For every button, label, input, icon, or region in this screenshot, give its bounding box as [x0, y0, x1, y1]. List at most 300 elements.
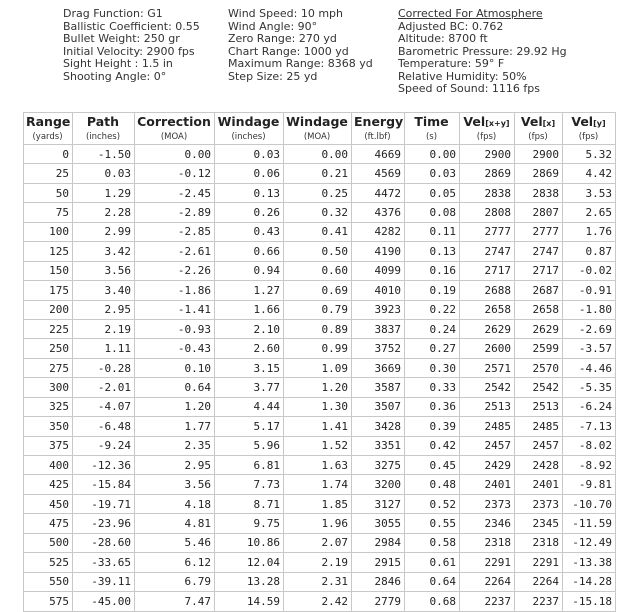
table-cell: 2717: [515, 261, 563, 280]
table-cell: 3428: [352, 417, 405, 436]
table-cell: 525: [24, 553, 73, 572]
table-header-row: [24, 113, 616, 131]
table-cell: -9.24: [73, 436, 135, 455]
table-cell: 0.16: [405, 261, 460, 280]
table-row: [24, 358, 616, 377]
table-row: [24, 572, 616, 591]
wind-range-parameter-line: Wind Angle: 90°: [228, 19, 318, 33]
table-row: [24, 300, 616, 319]
table-cell: -5.35: [563, 378, 616, 397]
table-cell: -10.70: [563, 494, 616, 513]
table-cell: -3.57: [563, 339, 616, 358]
table-cell: 2428: [515, 456, 563, 475]
table-cell: 325: [24, 397, 73, 416]
table-cell: -14.28: [563, 572, 616, 591]
table-cell: -13.38: [563, 553, 616, 572]
table-cell: 3507: [352, 397, 405, 416]
table-cell: 5.96: [215, 436, 284, 455]
table-cell: 0.22: [405, 300, 460, 319]
table-cell: 2570: [515, 358, 563, 377]
table-cell: 0.00: [135, 145, 215, 164]
table-cell: 0.43: [215, 222, 284, 241]
table-cell: 0.79: [284, 300, 352, 319]
column-header-label: Energy: [354, 114, 404, 130]
table-cell: 2629: [515, 319, 563, 338]
table-cell: -11.59: [563, 514, 616, 533]
table-cell: -2.26: [135, 261, 215, 280]
table-cell: 0.05: [405, 183, 460, 202]
table-cell: 0.03: [405, 164, 460, 183]
table-cell: 2658: [515, 300, 563, 319]
table-cell: 400: [24, 456, 73, 475]
table-cell: 9.75: [215, 514, 284, 533]
table-cell: 5.32: [563, 145, 616, 164]
table-cell: 2900: [460, 145, 515, 164]
table-cell: 200: [24, 300, 73, 319]
table-cell: 0.66: [215, 242, 284, 261]
table-cell: 2777: [460, 222, 515, 241]
column-header: [563, 113, 616, 131]
table-cell: 6.79: [135, 572, 215, 591]
table-cell: 1.20: [135, 397, 215, 416]
table-cell: -15.84: [73, 475, 135, 494]
table-cell: 2.19: [73, 319, 135, 338]
table-cell: 0.58: [405, 533, 460, 552]
table-cell: 2485: [515, 417, 563, 436]
table-cell: 3.42: [73, 242, 135, 261]
table-cell: -33.65: [73, 553, 135, 572]
table-cell: 225: [24, 319, 73, 338]
column-unit: (yards): [24, 131, 73, 145]
table-cell: 2777: [515, 222, 563, 241]
table-row: [24, 533, 616, 552]
table-cell: 3669: [352, 358, 405, 377]
column-header-label: Path: [86, 114, 120, 130]
table-cell: 0.26: [215, 203, 284, 222]
column-header: [405, 113, 460, 131]
table-cell: -12.49: [563, 533, 616, 552]
table-cell: 1.96: [284, 514, 352, 533]
column-header: [73, 113, 135, 131]
atmosphere-parameter-line: Relative Humidity: 50%: [398, 69, 527, 83]
table-row: [24, 203, 616, 222]
table-cell: 3055: [352, 514, 405, 533]
table-cell: 500: [24, 533, 73, 552]
table-cell: 2.10: [215, 319, 284, 338]
table-cell: 0.68: [405, 592, 460, 611]
table-row: [24, 145, 616, 164]
table-cell: 1.11: [73, 339, 135, 358]
table-cell: 2.28: [73, 203, 135, 222]
table-cell: 2237: [460, 592, 515, 611]
column-unit: (ft.lbf): [352, 131, 405, 145]
table-cell: -1.86: [135, 281, 215, 300]
table-row: [24, 592, 616, 611]
table-cell: 0.64: [135, 378, 215, 397]
table-cell: 2318: [515, 533, 563, 552]
table-cell: 175: [24, 281, 73, 300]
atmosphere-parameter-line: Speed of Sound: 1116 fps: [398, 82, 540, 95]
table-cell: 2629: [460, 319, 515, 338]
table-row: [24, 475, 616, 494]
table-cell: 2485: [460, 417, 515, 436]
table-cell: -7.13: [563, 417, 616, 436]
table-row: [24, 242, 616, 261]
table-cell: 1.30: [284, 397, 352, 416]
column-unit: (MOA): [284, 131, 352, 145]
table-row: [24, 456, 616, 475]
table-cell: 2291: [460, 553, 515, 572]
table-cell: 3.40: [73, 281, 135, 300]
column-header: [24, 113, 73, 131]
table-cell: -1.41: [135, 300, 215, 319]
table-cell: 8.71: [215, 494, 284, 513]
table-cell: 1.66: [215, 300, 284, 319]
table-cell: 0.41: [284, 222, 352, 241]
table-cell: 2747: [460, 242, 515, 261]
table-cell: 2291: [515, 553, 563, 572]
table-cell: -12.36: [73, 456, 135, 475]
table-cell: 2457: [515, 436, 563, 455]
table-cell: 425: [24, 475, 73, 494]
table-cell: 2401: [515, 475, 563, 494]
table-cell: 2373: [515, 494, 563, 513]
table-cell: 2915: [352, 553, 405, 572]
table-cell: 4.18: [135, 494, 215, 513]
atmosphere-parameter-line: Temperature: 59° F: [398, 57, 505, 70]
column-header: [215, 113, 284, 131]
column-header: [460, 113, 515, 131]
table-row: [24, 553, 616, 572]
table-cell: 2599: [515, 339, 563, 358]
table-units-row: [24, 131, 616, 145]
table-cell: 1.77: [135, 417, 215, 436]
table-cell: 2984: [352, 533, 405, 552]
table-cell: 3923: [352, 300, 405, 319]
column-header-subscript: [x+y]: [485, 119, 510, 129]
table-cell: 0.87: [563, 242, 616, 261]
table-cell: 50: [24, 183, 73, 202]
table-cell: 25: [24, 164, 73, 183]
table-cell: 0.55: [405, 514, 460, 533]
table-cell: -2.45: [135, 183, 215, 202]
table-cell: -2.61: [135, 242, 215, 261]
table-cell: 0.19: [405, 281, 460, 300]
table-cell: 0.50: [284, 242, 352, 261]
table-cell: 2808: [460, 203, 515, 222]
table-cell: 4569: [352, 164, 405, 183]
table-cell: 3752: [352, 339, 405, 358]
table-cell: 3.53: [563, 183, 616, 202]
column-unit: (MOA): [135, 131, 215, 145]
table-cell: 0.36: [405, 397, 460, 416]
table-cell: 0.94: [215, 261, 284, 280]
table-cell: 2838: [460, 183, 515, 202]
table-cell: -4.07: [73, 397, 135, 416]
column-header: [284, 113, 352, 131]
table-cell: -15.18: [563, 592, 616, 611]
table-cell: 0.27: [405, 339, 460, 358]
table-cell: 0.13: [405, 242, 460, 261]
table-cell: 14.59: [215, 592, 284, 611]
table-cell: 2513: [460, 397, 515, 416]
table-cell: -4.46: [563, 358, 616, 377]
atmosphere-title: Corrected For Atmosphere: [398, 7, 543, 20]
table-cell: 3.56: [73, 261, 135, 280]
ballistics-parameter-line: Ballistic Coefficient: 0.55: [63, 19, 200, 33]
column-header-label: Vel: [571, 114, 594, 130]
table-cell: -0.91: [563, 281, 616, 300]
table-cell: 1.09: [284, 358, 352, 377]
table-cell: 2.60: [215, 339, 284, 358]
wind-range-parameter-line: Zero Range: 270 yd: [228, 32, 337, 45]
table-cell: 0.42: [405, 436, 460, 455]
table-cell: -1.80: [563, 300, 616, 319]
column-header-label: Windage: [286, 114, 348, 130]
table-cell: 2.31: [284, 572, 352, 591]
table-cell: 0.64: [405, 572, 460, 591]
table-row: [24, 436, 616, 455]
column-header-label: Vel: [520, 114, 543, 130]
column-unit: (fps): [515, 131, 563, 145]
column-header-label: Range: [26, 114, 71, 130]
table-cell: 2747: [515, 242, 563, 261]
table-cell: 2.35: [135, 436, 215, 455]
table-cell: -8.92: [563, 456, 616, 475]
ballistics-parameter-line: Sight Height : 1.5 in: [63, 57, 173, 70]
table-cell: 2264: [460, 572, 515, 591]
table-cell: 3.56: [135, 475, 215, 494]
column-unit: (inches): [215, 131, 284, 145]
table-cell: 2346: [460, 514, 515, 533]
table-cell: 0.69: [284, 281, 352, 300]
table-cell: 2838: [515, 183, 563, 202]
table-cell: 0.00: [284, 145, 352, 164]
table-row: [24, 222, 616, 241]
table-cell: 1.76: [563, 222, 616, 241]
table-cell: 1.85: [284, 494, 352, 513]
table-cell: 3127: [352, 494, 405, 513]
table-cell: 4010: [352, 281, 405, 300]
ballistics-parameter-line: Drag Function: G1: [63, 7, 163, 20]
table-cell: 2688: [460, 281, 515, 300]
table-cell: 575: [24, 592, 73, 611]
column-header-subscript: [x]: [542, 119, 556, 129]
table-cell: 2571: [460, 358, 515, 377]
table-cell: 0: [24, 145, 73, 164]
table-cell: 2.07: [284, 533, 352, 552]
table-cell: 3200: [352, 475, 405, 494]
column-unit: (fps): [563, 131, 616, 145]
wind-range-parameter-line: Wind Speed: 10 mph: [228, 7, 343, 20]
table-cell: 2401: [460, 475, 515, 494]
column-unit: (fps): [460, 131, 515, 145]
table-cell: 7.73: [215, 475, 284, 494]
table-cell: 0.39: [405, 417, 460, 436]
table-cell: -0.02: [563, 261, 616, 280]
table-cell: 0.00: [405, 145, 460, 164]
table-cell: 0.03: [215, 145, 284, 164]
table-cell: 12.04: [215, 553, 284, 572]
table-cell: 350: [24, 417, 73, 436]
table-cell: 6.81: [215, 456, 284, 475]
wind-range-parameters: [228, 8, 373, 83]
table-cell: 550: [24, 572, 73, 591]
table-cell: 2345: [515, 514, 563, 533]
table-cell: 2542: [515, 378, 563, 397]
table-cell: -0.93: [135, 319, 215, 338]
table-cell: 1.63: [284, 456, 352, 475]
table-cell: 2846: [352, 572, 405, 591]
table-cell: 1.29: [73, 183, 135, 202]
column-header: [515, 113, 563, 131]
table-cell: -45.00: [73, 592, 135, 611]
table-cell: 3275: [352, 456, 405, 475]
table-cell: -23.96: [73, 514, 135, 533]
table-cell: 2513: [515, 397, 563, 416]
table-cell: -0.43: [135, 339, 215, 358]
table-cell: 2264: [515, 572, 563, 591]
table-cell: 2237: [515, 592, 563, 611]
table-cell: 2373: [460, 494, 515, 513]
table-cell: 0.32: [284, 203, 352, 222]
table-cell: 0.06: [215, 164, 284, 183]
table-cell: 3351: [352, 436, 405, 455]
table-cell: 10.86: [215, 533, 284, 552]
ballistics-parameter-line: Shooting Angle: 0°: [63, 69, 167, 83]
table-cell: 0.21: [284, 164, 352, 183]
table-cell: 4.42: [563, 164, 616, 183]
table-cell: 3.77: [215, 378, 284, 397]
table-cell: 1.20: [284, 378, 352, 397]
wind-range-parameter-line: Chart Range: 1000 yd: [228, 44, 349, 58]
table-cell: -28.60: [73, 533, 135, 552]
column-unit: (inches): [73, 131, 135, 145]
atmosphere-parameter-line: Adjusted BC: 0.762: [398, 19, 504, 33]
ballistics-table: [23, 112, 616, 612]
ballistics-parameter-line: Bullet Weight: 250 gr: [63, 32, 180, 45]
table-cell: 450: [24, 494, 73, 513]
table-cell: 0.60: [284, 261, 352, 280]
table-cell: 2869: [460, 164, 515, 183]
table-cell: 4376: [352, 203, 405, 222]
table-cell: 3.15: [215, 358, 284, 377]
table-cell: 2429: [460, 456, 515, 475]
ballistics-parameter-line: Initial Velocity: 2900 fps: [63, 44, 195, 58]
table-cell: 0.33: [405, 378, 460, 397]
wind-range-parameter-line: Maximum Range: 8368 yd: [228, 57, 373, 70]
table-row: [24, 417, 616, 436]
table-cell: 6.12: [135, 553, 215, 572]
table-cell: 0.10: [135, 358, 215, 377]
table-cell: -2.85: [135, 222, 215, 241]
table-cell: 2658: [460, 300, 515, 319]
table-cell: 150: [24, 261, 73, 280]
table-row: [24, 514, 616, 533]
table-cell: 4669: [352, 145, 405, 164]
table-cell: 75: [24, 203, 73, 222]
table-cell: 4282: [352, 222, 405, 241]
table-cell: 5.46: [135, 533, 215, 552]
table-cell: 0.99: [284, 339, 352, 358]
table-cell: 2900: [515, 145, 563, 164]
table-cell: 1.27: [215, 281, 284, 300]
column-header-label: Windage: [217, 114, 280, 130]
table-cell: 2.95: [135, 456, 215, 475]
table-cell: 2717: [460, 261, 515, 280]
column-header: [352, 113, 405, 131]
table-cell: 0.45: [405, 456, 460, 475]
table-cell: 7.47: [135, 592, 215, 611]
table-cell: -6.24: [563, 397, 616, 416]
table-cell: 275: [24, 358, 73, 377]
table-cell: 0.11: [405, 222, 460, 241]
column-header-label: Vel: [463, 114, 486, 130]
table-cell: 0.30: [405, 358, 460, 377]
table-row: [24, 281, 616, 300]
table-cell: 2.99: [73, 222, 135, 241]
table-cell: 2779: [352, 592, 405, 611]
table-cell: 3587: [352, 378, 405, 397]
table-cell: 2457: [460, 436, 515, 455]
table-cell: 2.95: [73, 300, 135, 319]
column-header-label: Time: [414, 114, 449, 130]
table-cell: 4190: [352, 242, 405, 261]
table-cell: -2.69: [563, 319, 616, 338]
table-cell: -1.50: [73, 145, 135, 164]
table-cell: 13.28: [215, 572, 284, 591]
table-cell: 0.48: [405, 475, 460, 494]
table-cell: 0.24: [405, 319, 460, 338]
table-cell: 0.13: [215, 183, 284, 202]
table-cell: -2.01: [73, 378, 135, 397]
table-cell: -8.02: [563, 436, 616, 455]
table-cell: 375: [24, 436, 73, 455]
table-cell: 250: [24, 339, 73, 358]
table-cell: 0.61: [405, 553, 460, 572]
table-cell: 0.08: [405, 203, 460, 222]
table-body: [24, 145, 616, 612]
column-unit: (s): [405, 131, 460, 145]
table-cell: 1.41: [284, 417, 352, 436]
table-cell: 2.42: [284, 592, 352, 611]
table-cell: 4.44: [215, 397, 284, 416]
table-cell: 0.89: [284, 319, 352, 338]
table-cell: 0.52: [405, 494, 460, 513]
table-cell: 2600: [460, 339, 515, 358]
table-cell: 3837: [352, 319, 405, 338]
table-cell: 2542: [460, 378, 515, 397]
table-cell: 2687: [515, 281, 563, 300]
table-cell: -39.11: [73, 572, 135, 591]
table-cell: 0.03: [73, 164, 135, 183]
table-row: [24, 183, 616, 202]
table-cell: 4.81: [135, 514, 215, 533]
table-cell: -0.28: [73, 358, 135, 377]
table-row: [24, 261, 616, 280]
table-row: [24, 378, 616, 397]
table-cell: 1.74: [284, 475, 352, 494]
table-cell: 2.19: [284, 553, 352, 572]
table-cell: 5.17: [215, 417, 284, 436]
table-cell: 100: [24, 222, 73, 241]
table-cell: 1.52: [284, 436, 352, 455]
atmosphere-parameter-line: Barometric Pressure: 29.92 Hg: [398, 44, 567, 58]
table-cell: 2869: [515, 164, 563, 183]
table-cell: -19.71: [73, 494, 135, 513]
column-header-subscript: [y]: [593, 119, 606, 129]
atmosphere-parameters: [398, 8, 567, 96]
